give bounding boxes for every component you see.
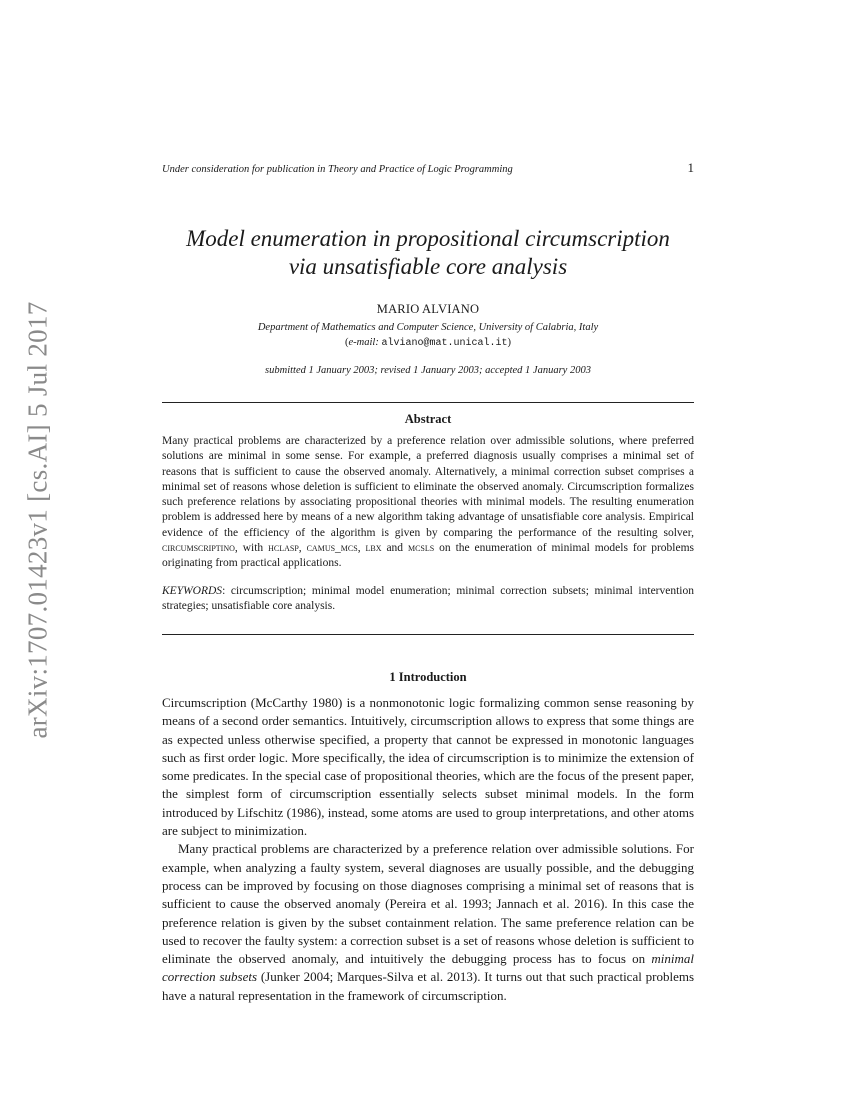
arxiv-id: arXiv:1707.01423v1 [cs.AI] 5 Jul 2017 <box>22 301 53 739</box>
title-line-2: via unsatisfiable core analysis <box>288 254 568 279</box>
journal-line: Under consideration for publication in Theory and Practice of Logic Programming <box>162 164 513 175</box>
paragraph: Many practical problems are characterized by a preference relation over admissible solutions. For example, when analyzing a faulty system, several diagnoses are usually possible, and the debugging process can be improved by focusing on those diagnoses comprising a minimal set of reasons that is sufficient to cause the observed anomaly (Pereira et al. 1993; Jannach et al. 2016). In this case the preference relation is given by the subset containment relation. The same preference relation can be used to recover the faulty system: a correction subset is a set of reasons whose deletion is sufficient to eliminate the observed anomaly, and intuitively the debugging process has to focus on minimal correction subsets (Junker 2004; Marques-Silva et al. 2013). It turns out that such practical problems have a natural representation in the framework of circumscription. <box>162 841 695 1003</box>
section-heading: 1 Introduction <box>389 670 467 684</box>
solver-hclasp: hclasp <box>268 542 299 555</box>
submission-dates: submitted 1 January 2003; revised 1 January 2003; accepted 1 January 2003 <box>265 365 591 376</box>
solver-camus-mcs: camus_mcs <box>306 542 358 555</box>
keywords-text: : circumscription; minimal model enumeration; minimal correction subsets; minimal intervention strategies; unsatisfiable core analysis. <box>162 585 694 613</box>
arxiv-stamp <box>0 0 80 1100</box>
emphasis: minimal correction subsets <box>162 951 694 985</box>
abstract-text: Many practical problems are characterized by a preference relation over admissible solutions, where preferred solutions are minimal in some sense. For example, a preferred diagnosis usually comprises a minimal set of reasons that is sufficient to cause the observed anomaly. Alternatively, a minimal correction subset comprises a minimal set of reasons whose deletion is sufficient to eliminate the observed anomaly. Circumscription formalizes such preference relations by associating propositional theories with minimal models. The resulting enumeration problem is addressed here by means of a new algorithm taking advantage of unsatisfiable core analysis. Empirical evidence of the efficiency of the algorithm is given by comparing the performance of the resulting solver, circumscriptino, with hclasp, camus_mcs, lbx and mcsls on the enumeration of minimal models for problems originating from practical applications. <box>162 435 695 570</box>
author-email: (e-mail: alviano@mat.unical.it) <box>345 337 511 349</box>
solver-circumscriptino: circumscriptino <box>162 542 235 555</box>
paragraph: Circumscription (McCarthy 1980) is a nonmonotonic logic formalizing common sense reasoning by means of a second order semantics. Intuitively, circumscription allows to express that some things are as expected unless otherwise specified, a property that cannot be expressed in monotonic languages such as first order logic. More specifically, the idea of circumscription is to minimize the extension of some predicates. In the special case of propositional theories, which are the focus of the present paper, the simplest form of circumscription essentially selects subset minimal models. In the form introduced by Lifschitz (1986), instead, some atoms are used to group interpretations, and other atoms are subject to minimization. <box>162 695 694 839</box>
email-label: e-mail: <box>348 337 379 348</box>
author-affiliation: Department of Mathematics and Computer Science, University of Calabria, Italy <box>257 322 599 333</box>
abstract-bottom-rule <box>162 634 694 635</box>
title-line-1: Model enumeration in propositional circumscription <box>186 226 670 251</box>
running-header <box>162 160 694 176</box>
abstract-top-rule <box>162 402 694 403</box>
solver-mcsls: mcsls <box>407 542 435 555</box>
email-address: alviano@mat.unical.it <box>381 338 508 349</box>
paper-title <box>162 225 694 281</box>
author-name: MARIO ALVIANO <box>376 302 480 316</box>
keywords-label: KEYWORDS <box>162 585 223 597</box>
abstract-heading: Abstract <box>404 412 452 426</box>
introduction-body <box>162 694 694 1005</box>
keywords <box>162 584 694 615</box>
solver-lbx: lbx <box>365 542 382 555</box>
page-number: 1 <box>687 160 694 175</box>
